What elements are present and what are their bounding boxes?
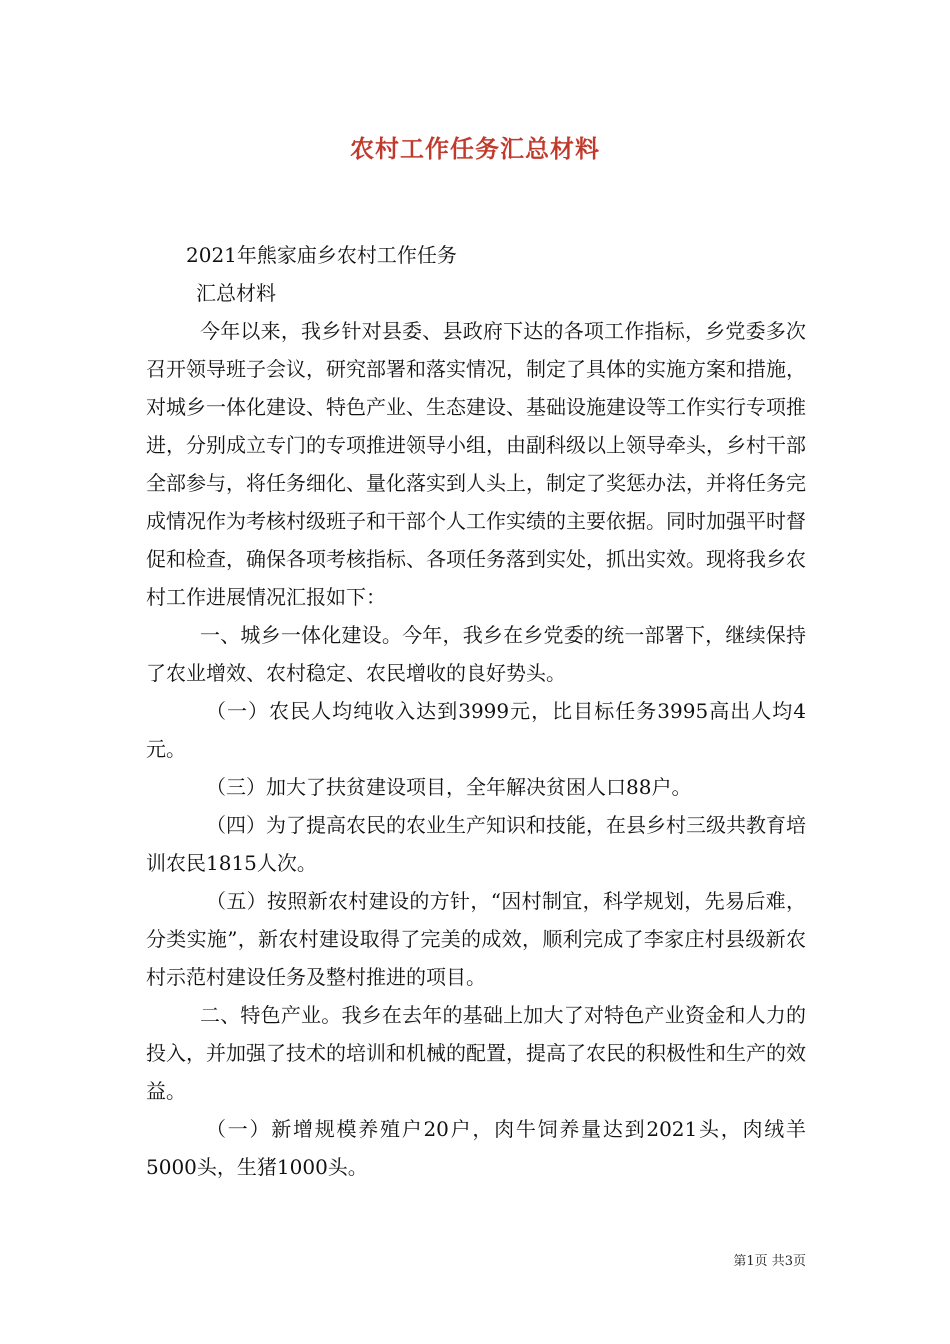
- paragraph-item-1: （一）农民人均纯收入达到3999元，比目标任务3995高出人均4元。: [146, 699, 806, 761]
- paragraph-section-2: 二、特色产业。我乡在去年的基础上加大了对特色产业资金和人力的投入，并加强了技术的培训和机械的配置，提高了农民的积极性和生产的效益。: [146, 1003, 806, 1103]
- subtitle-line-1: 2021年熊家庙乡农村工作任务: [186, 243, 457, 267]
- document-body: [146, 236, 806, 1186]
- paragraph-item-3: （三）加大了扶贫建设项目，全年解决贫困人口88户。: [206, 775, 692, 799]
- document-title: 农村工作任务汇总材料: [350, 134, 600, 163]
- paragraph-intro: 今年以来，我乡针对县委、县政府下达的各项工作指标，乡党委多次召开领导班子会议，研究部署和落实情况，制定了具体的实施方案和措施，对城乡一体化建设、特色产业、生态建设、基础设施建设等工作实行专项推进，分别成立专门的专项推进领导小组，由副科级以上领导牵头，乡村干部全部参与，将任务细化、量化落实到人头上，制定了奖惩办法，并将任务完成情况作为考核村级班子和干部个人工作实绩的主要依据。同时加强平时督促和检查，确保各项考核指标、各项任务落到实处，抓出实效。现将我乡农村工作进展情况汇报如下：: [146, 319, 806, 609]
- paragraph-section-2-item-1: （一）新增规模养殖户20户，肉牛饲养量达到2021头，肉绒羊5000头，生猪1000头。: [146, 1117, 806, 1179]
- subtitle-line-2: 汇总材料: [196, 281, 276, 305]
- page-number: 第1页 共3页: [733, 1254, 806, 1269]
- paragraph-section-1: 一、城乡一体化建设。今年，我乡在乡党委的统一部署下，继续保持了农业增效、农村稳定、农民增收的良好势头。: [146, 623, 806, 685]
- paragraph-item-5: （五）按照新农村建设的方针，“因村制宜，科学规划，先易后难，分类实施”，新农村建设取得了完美的成效，顺利完成了李家庄村县级新农村示范村建设任务及整村推进的项目。: [146, 889, 806, 989]
- paragraph-item-4: （四）为了提高农民的农业生产知识和技能，在县乡村三级共教育培训农民1815人次。: [146, 813, 806, 875]
